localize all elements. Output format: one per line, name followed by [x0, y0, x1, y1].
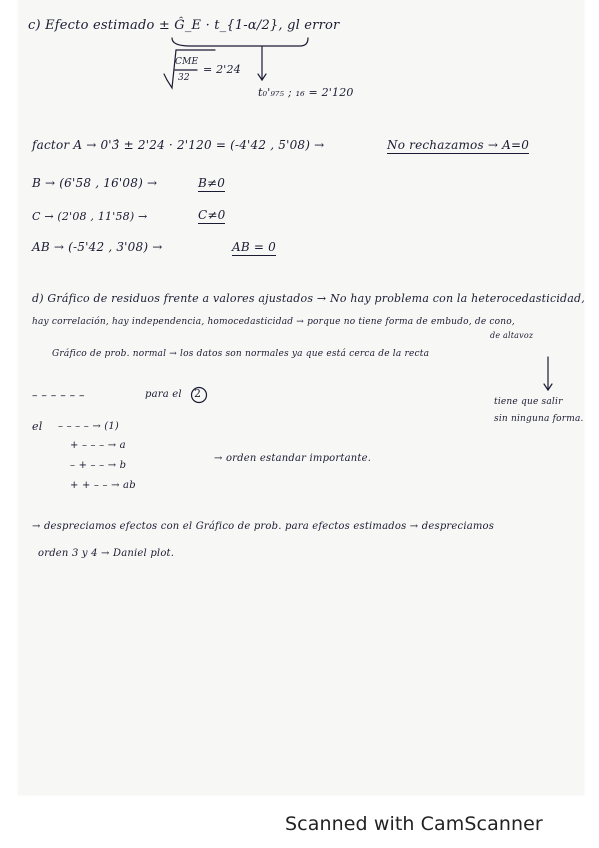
final-line-1: → despreciamos efectos con el Gráfico de prob. para efectos estimados → despreciamos [32, 521, 495, 532]
circled-number: 2 [194, 387, 202, 400]
dashes-row: – – – – – – [32, 389, 85, 402]
camscanner-footer: Scanned with CamScanner [285, 813, 543, 835]
d-line-3: Gráfico de prob. normal → los datos son normales ya que está cerca de la recta [52, 349, 430, 359]
orden-estandar-note: → orden estandar importante. [214, 453, 372, 464]
d-line-2: hay correlación, hay independencia, homocedasticidad → porque no tiene forma de embudo, de cono, [32, 317, 515, 327]
c-heading: c) Efecto estimado ± Ĝ_E · t_{1-α/2}, gl error [28, 18, 340, 33]
design-row-ab: + + – – → ab [70, 480, 136, 491]
factor-a-conclusion: No rechazamos → A=0 [387, 138, 530, 152]
sqrt-denominator: 32 [178, 73, 190, 83]
sqrt-numerator: CME [175, 57, 199, 67]
d-line-1: d) Gráfico de residuos frente a valores ajustados → No hay problema con la heterocedasticidad, [32, 292, 585, 305]
final-line-2: orden 3 y 4 → Daniel plot. [38, 548, 175, 559]
factor-c-interval: C → (2'08 , 11'58) → [32, 210, 148, 223]
factor-ab-interval: AB → (-5'42 , 3'08) → [32, 240, 163, 254]
design-row-a: + – – – → a [70, 440, 126, 451]
t-value: t₀'₉₇₅ ; ₁₆ = 2'120 [258, 86, 354, 99]
para-el-label: para el [145, 389, 182, 400]
factor-c-conclusion: C≠0 [198, 208, 226, 222]
design-row-b: – + – – → b [70, 460, 127, 471]
note-sin-ninguna-forma: sin ninguna forma. [494, 414, 584, 424]
se-equation: = 2'24 [203, 63, 241, 76]
factor-b-interval: B → (6'58 , 16'08) → [32, 176, 158, 190]
row-el-label: el [32, 420, 43, 433]
factor-ab-conclusion: AB = 0 [232, 240, 277, 254]
design-row-1: – – – – → (1) [58, 421, 120, 432]
factor-a-interval: factor A → 0'3̂ ± 2'24 · 2'120 = (-4'42 , 5'08) → [32, 138, 325, 152]
d-line-2-extra: de altavoz [490, 331, 534, 340]
factor-b-conclusion: B≠0 [198, 176, 226, 190]
note-tiene-que-salir: tiene que salir [494, 397, 563, 407]
